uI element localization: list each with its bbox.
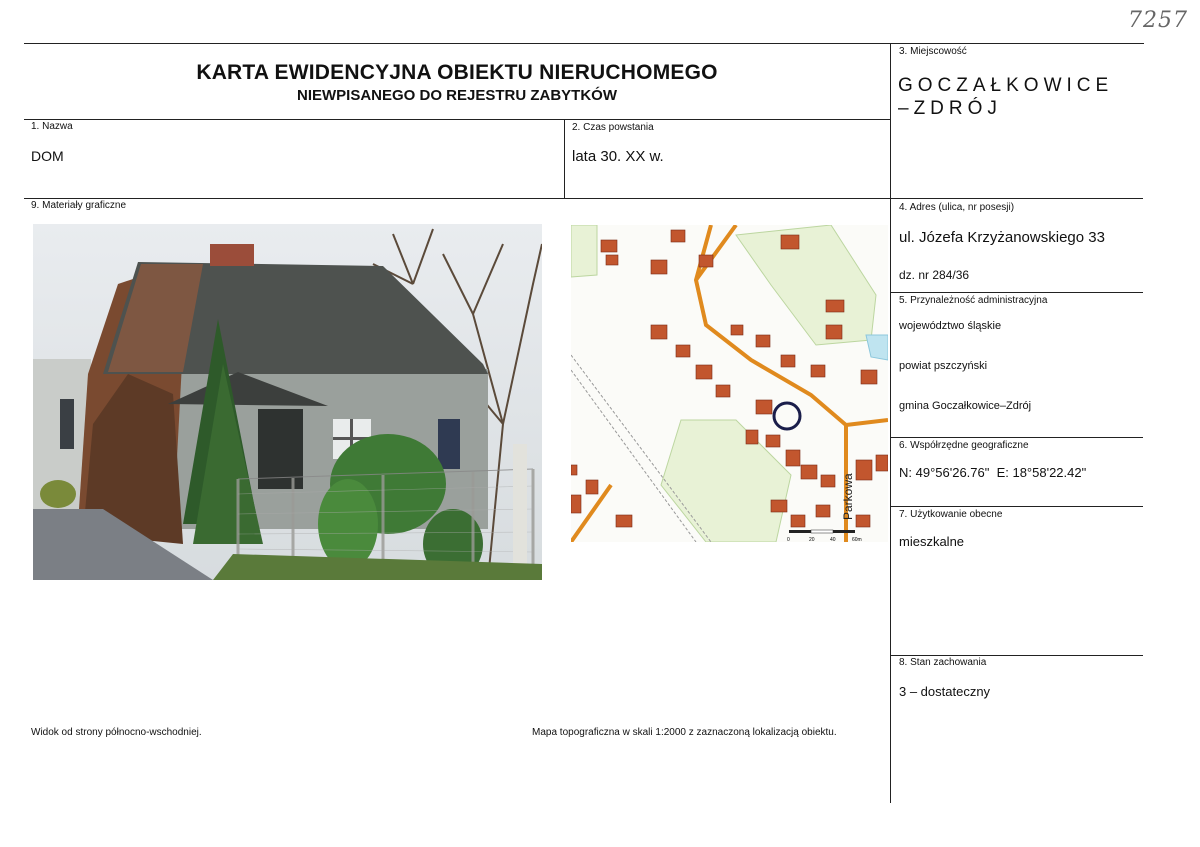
locality-value-line2: –ZDRÓJ	[898, 98, 1002, 119]
scale-label-60: 60m	[852, 537, 862, 542]
map-building	[766, 435, 780, 447]
date-label: 2. Czas powstania	[572, 122, 654, 133]
address-bottom-rule	[890, 292, 1143, 293]
locality-label: 3. Miejscowość	[899, 46, 967, 57]
county-value: powiat pszczyński	[899, 360, 988, 372]
top-rule	[24, 43, 1144, 44]
condition-value: 3 – dostateczny	[899, 684, 991, 699]
right-column-divider	[890, 43, 891, 803]
street-label: Parkowa	[841, 473, 855, 520]
usage-label: 7. Użytkowanie obecne	[899, 509, 1003, 520]
map-green-area	[571, 225, 597, 277]
map-building	[606, 255, 618, 265]
map-building	[696, 365, 712, 379]
plot-value: dz. nr 284/36	[899, 268, 970, 282]
map-building	[601, 240, 617, 252]
map-building	[826, 300, 844, 312]
map-building	[861, 370, 877, 384]
map-building	[781, 235, 799, 249]
map-building	[756, 335, 770, 347]
admin-label: 5. Przynależność administracyjna	[899, 295, 1048, 306]
scale-label-0: 0	[787, 537, 790, 542]
scale-label-20: 20	[809, 537, 815, 542]
admin-bottom-rule	[890, 437, 1143, 438]
house-photo	[33, 224, 542, 580]
map-building	[876, 455, 888, 471]
map-building	[651, 260, 667, 274]
card-subtitle: NIEWPISANEGO DO REJESTRU ZABYTKÓW	[296, 87, 618, 104]
locality-value	[898, 74, 1138, 120]
locality-value-line1: GOCZAŁKOWICE	[898, 75, 1114, 96]
map-building	[699, 255, 713, 267]
commune-value: gmina Goczałkowice–Zdrój	[899, 400, 1032, 412]
map-building	[826, 325, 842, 339]
scale-label-40: 40	[830, 537, 836, 542]
map-building	[811, 365, 825, 377]
map-building	[786, 450, 800, 466]
map-building	[651, 325, 667, 339]
map-building	[731, 325, 743, 335]
map-building	[756, 400, 772, 414]
map-building	[746, 430, 758, 444]
handwritten-number: 7257	[1128, 8, 1188, 33]
graphics-label: 9. Materiały graficzne	[31, 200, 127, 211]
map-building	[801, 465, 817, 479]
map-building	[616, 515, 632, 527]
locality-bottom-rule	[890, 198, 1143, 199]
address-label: 4. Adres (ulica, nr posesji)	[899, 202, 1015, 213]
usage-value: mieszkalne	[899, 534, 965, 549]
map-building	[856, 460, 872, 480]
photo-caption: Widok od strony północno-wschodniej.	[31, 727, 202, 738]
name-value: DOM	[31, 148, 64, 164]
name-label: 1. Nazwa	[31, 121, 73, 132]
name-date-divider	[564, 119, 565, 198]
map-building	[856, 515, 870, 527]
address-value: ul. Józefa Krzyżanowskiego 33	[899, 229, 1105, 246]
coords-bottom-rule	[890, 506, 1143, 507]
map-building	[716, 385, 730, 397]
map-building	[571, 465, 577, 475]
date-value: lata 30. XX w.	[572, 148, 664, 165]
voivodeship-value: województwo śląskie	[899, 320, 1002, 332]
usage-bottom-rule	[890, 655, 1143, 656]
map-building	[821, 475, 835, 487]
condition-label: 8. Stan zachowania	[899, 657, 987, 668]
map-building	[781, 355, 795, 367]
coords-label: 6. Współrzędne geograficzne	[899, 440, 1029, 451]
header-bottom-rule	[24, 119, 890, 120]
map-building	[771, 500, 787, 512]
map-building	[671, 230, 685, 242]
map-building	[571, 495, 581, 513]
map-building	[586, 480, 598, 494]
topographic-map	[571, 225, 888, 542]
coords-value: N: 49°56'26.76" E: 18°58'22.42"	[899, 465, 1087, 480]
map-caption: Mapa topograficzna w skali 1:2000 z zaznaczoną lokalizacją obiektu.	[532, 727, 837, 738]
card-title: KARTA EWIDENCYJNA OBIEKTU NIERUCHOMEGO	[196, 61, 718, 84]
map-building	[791, 515, 805, 527]
name-bottom-rule	[24, 198, 890, 199]
map-building	[676, 345, 690, 357]
map-building	[816, 505, 830, 517]
